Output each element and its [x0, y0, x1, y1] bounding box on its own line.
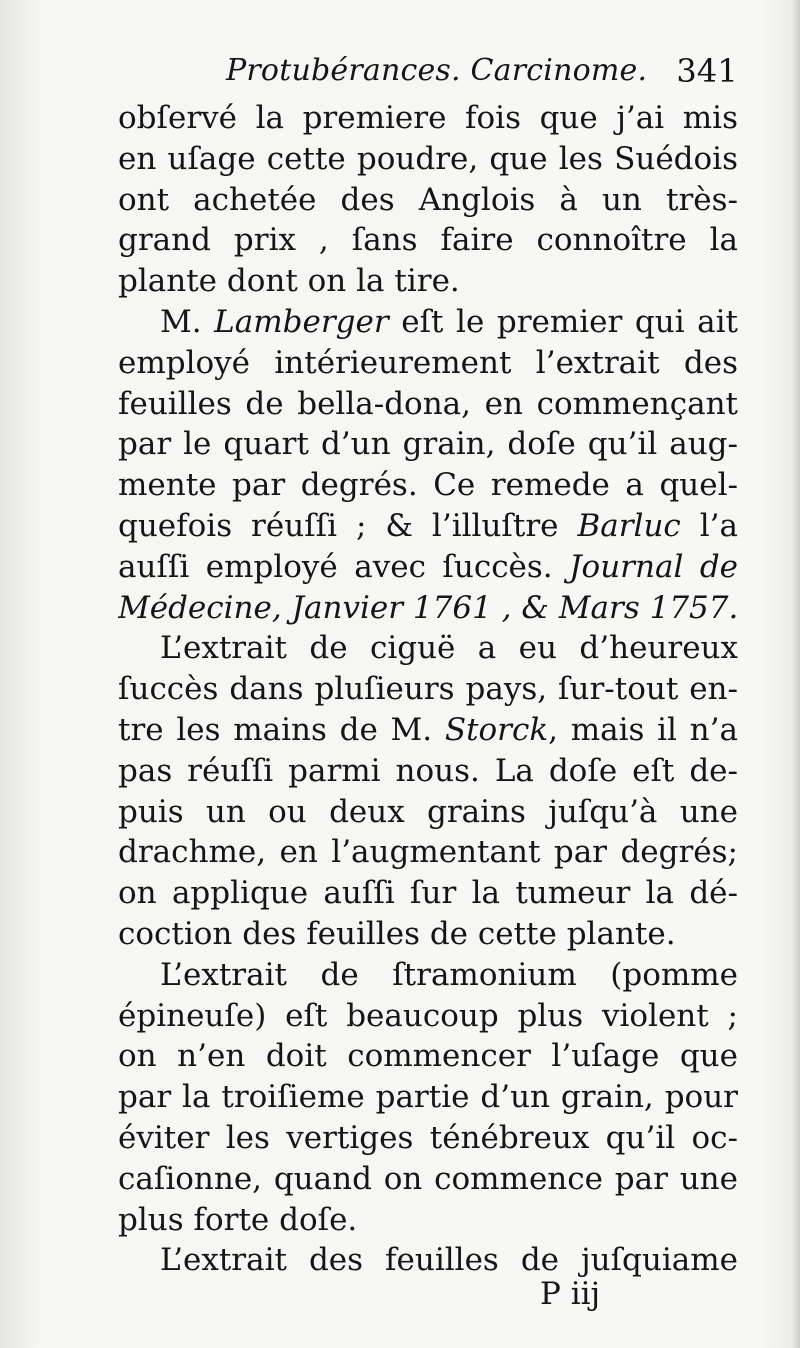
- text-line: épineuſe) eſt beaucoup plus violent ;: [118, 997, 738, 1034]
- text-line: éviter les vertiges ténébreux qu’il oc-: [118, 1119, 738, 1156]
- text-line: feuilles de bella-dona, en commençant: [118, 385, 738, 422]
- citation: Journal de: [569, 548, 738, 585]
- text-line: puis un ou deux grains juſqu’à une: [118, 793, 738, 830]
- text-segment: auſſi employé avec ſuccès.: [118, 548, 553, 585]
- page-number: 341: [676, 52, 738, 90]
- author-name: Barluc: [577, 507, 681, 544]
- body-text: [118, 98, 738, 1281]
- text-line: ont achetée des Anglois à un très-: [118, 181, 738, 218]
- text-line: plus forte doſe.: [118, 1201, 358, 1238]
- text-line: caſionne, quand on commence par une: [118, 1160, 738, 1197]
- text-segment: l’a: [699, 507, 738, 544]
- text-line: on n’en doit commencer l’uſage que: [118, 1038, 738, 1075]
- author-name: Storck: [444, 711, 549, 748]
- text-line: drachme, en l’augmentant par degrés;: [118, 834, 738, 871]
- text-line: L’extrait des feuilles de juſquiame: [160, 1242, 738, 1279]
- running-title: Protubérances. Carcinome.: [226, 53, 648, 88]
- text-segment: tre les mains de M.: [118, 711, 433, 748]
- text-segment: , mais il n’a: [548, 711, 738, 748]
- text-segment: eſt le premier qui ait: [401, 303, 738, 340]
- text-line: obſervé la premiere fois que j’ai mis: [118, 100, 738, 136]
- text-segment: M.: [160, 303, 202, 340]
- text-line: en uſage cette poudre, que les Suédois: [118, 140, 738, 177]
- text-line: employé intérieurement l’extrait des: [118, 344, 738, 381]
- text-line: mente par degrés. Ce remede a quel-: [118, 467, 738, 504]
- text-line: [118, 302, 738, 343]
- text-line: ſuccès dans pluſieurs pays, ſur-tout en-: [118, 671, 738, 708]
- signature-mark: P iij: [540, 1276, 601, 1312]
- citation-line: Médecine, Janvier 1761 , & Mars 1757.: [118, 589, 738, 626]
- text-segment: quefois réuſſi ; & l’illuſtre: [118, 507, 559, 544]
- text-line: par le quart d’un grain, doſe qu’il aug-: [118, 426, 738, 463]
- author-name: Lamberger: [214, 303, 389, 340]
- text-line: pas réuſſi parmi nous. La doſe eſt de-: [118, 752, 738, 789]
- text-line: [118, 710, 738, 751]
- page-edge-shadow: [792, 0, 800, 1348]
- text-line: coction des feuilles de cette plante.: [118, 915, 676, 952]
- running-head: [226, 46, 738, 96]
- text-line: par la troiſieme partie d’un grain, pour: [118, 1079, 738, 1116]
- text-line: L’extrait de ciguë a eu d’heureux: [160, 630, 738, 667]
- text-line: plante dont on la tire.: [118, 263, 460, 300]
- text-line: grand prix , ſans faire connoître la: [118, 222, 738, 259]
- text-line: [118, 547, 738, 588]
- text-line: on applique auſſi ſur la tumeur la dé-: [118, 875, 738, 912]
- text-line: [118, 506, 738, 547]
- text-line: L’extrait de ſtramonium (pomme: [160, 956, 738, 993]
